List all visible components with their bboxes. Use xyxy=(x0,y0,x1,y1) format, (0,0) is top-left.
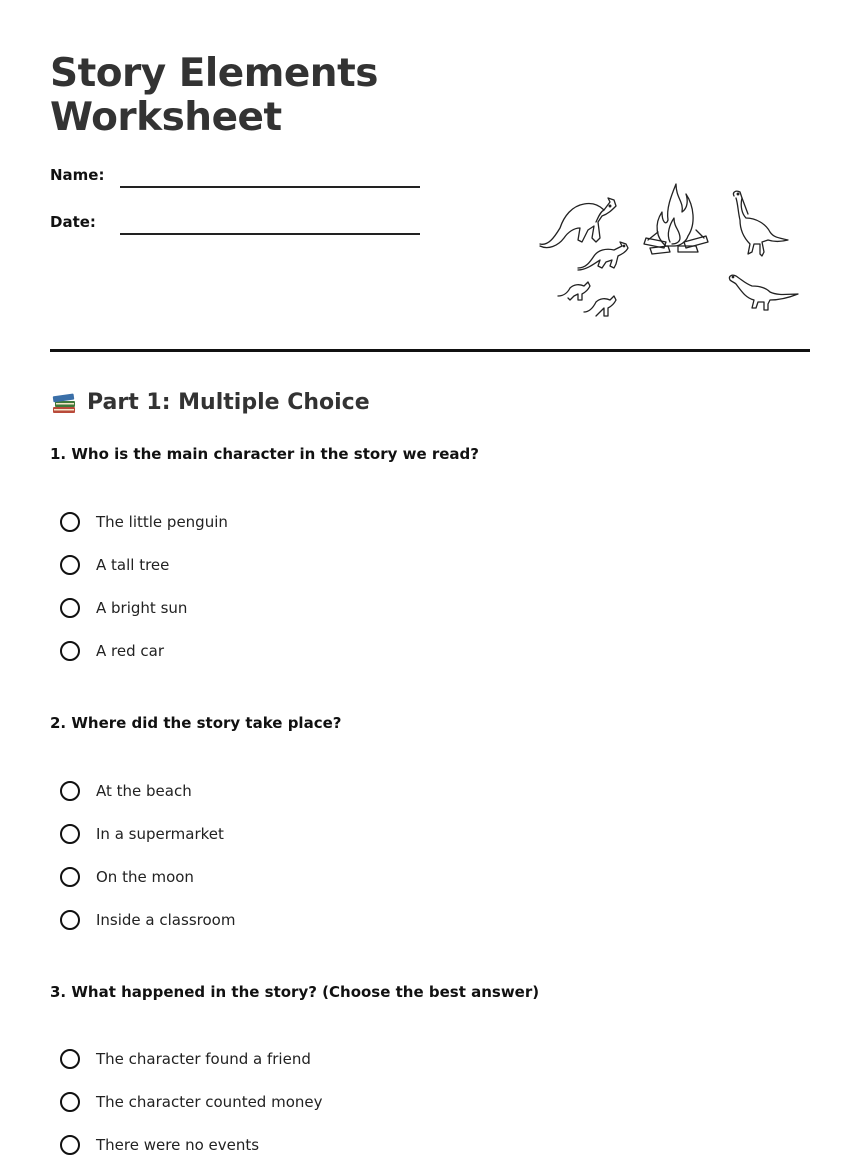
radio-button[interactable] xyxy=(60,910,80,930)
radio-button[interactable] xyxy=(60,598,80,618)
radio-button[interactable] xyxy=(60,555,80,575)
section-title-text: Part 1: Multiple Choice xyxy=(87,389,370,415)
radio-button[interactable] xyxy=(60,867,80,887)
question-2-option-3[interactable] xyxy=(60,864,194,890)
question-1-option-2[interactable] xyxy=(60,552,169,578)
worksheet-page xyxy=(50,0,810,1161)
name-label: Name: xyxy=(50,166,105,184)
header-divider xyxy=(50,349,810,352)
emu-icon xyxy=(733,191,788,256)
radio-button[interactable] xyxy=(60,781,80,801)
option-label: At the beach xyxy=(96,782,192,800)
date-label: Date: xyxy=(50,213,96,231)
kangaroo-icon xyxy=(540,198,616,248)
question-3-option-3[interactable] xyxy=(60,1132,259,1158)
question-3-option-1[interactable] xyxy=(60,1046,311,1072)
radio-button[interactable] xyxy=(60,641,80,661)
radio-button[interactable] xyxy=(60,1092,80,1112)
question-3-option-2[interactable] xyxy=(60,1089,323,1115)
option-label: A bright sun xyxy=(96,599,188,617)
name-field[interactable] xyxy=(120,186,420,188)
date-field[interactable] xyxy=(120,233,420,235)
option-label: Inside a classroom xyxy=(96,911,236,929)
question-3: 3. What happened in the story? (Choose the best answer) xyxy=(50,983,540,1001)
small-kangaroo-icon xyxy=(578,242,628,270)
option-label: The little penguin xyxy=(96,513,228,531)
question-2: 2. Where did the story take place? xyxy=(50,714,342,732)
question-2-option-1[interactable] xyxy=(60,778,192,804)
option-label: On the moon xyxy=(96,868,194,886)
page-title: Story Elements Worksheet xyxy=(50,51,378,140)
question-1-option-4[interactable] xyxy=(60,638,164,664)
question-2-option-2[interactable] xyxy=(60,821,224,847)
campfire-icon xyxy=(644,184,708,254)
option-label: There were no events xyxy=(96,1136,260,1154)
question-1-option-3[interactable] xyxy=(60,595,187,621)
option-label: A tall tree xyxy=(96,556,170,574)
dinosaur-icon xyxy=(729,275,798,310)
question-1: 1. Who is the main character in the story we read? xyxy=(50,445,479,463)
radio-button[interactable] xyxy=(60,512,80,532)
question-1-option-1[interactable] xyxy=(60,509,228,535)
radio-button[interactable] xyxy=(60,1135,80,1155)
option-label: The character found a friend xyxy=(96,1050,311,1068)
books-icon xyxy=(50,388,78,416)
option-label: In a supermarket xyxy=(96,825,224,843)
joey-icon xyxy=(558,282,616,316)
option-label: A red car xyxy=(96,642,164,660)
section-title-part-1 xyxy=(50,388,370,416)
question-2-option-4[interactable] xyxy=(60,907,235,933)
radio-button[interactable] xyxy=(60,1049,80,1069)
outback-illustration xyxy=(538,176,800,322)
option-label: The character counted money xyxy=(96,1093,323,1111)
radio-button[interactable] xyxy=(60,824,80,844)
